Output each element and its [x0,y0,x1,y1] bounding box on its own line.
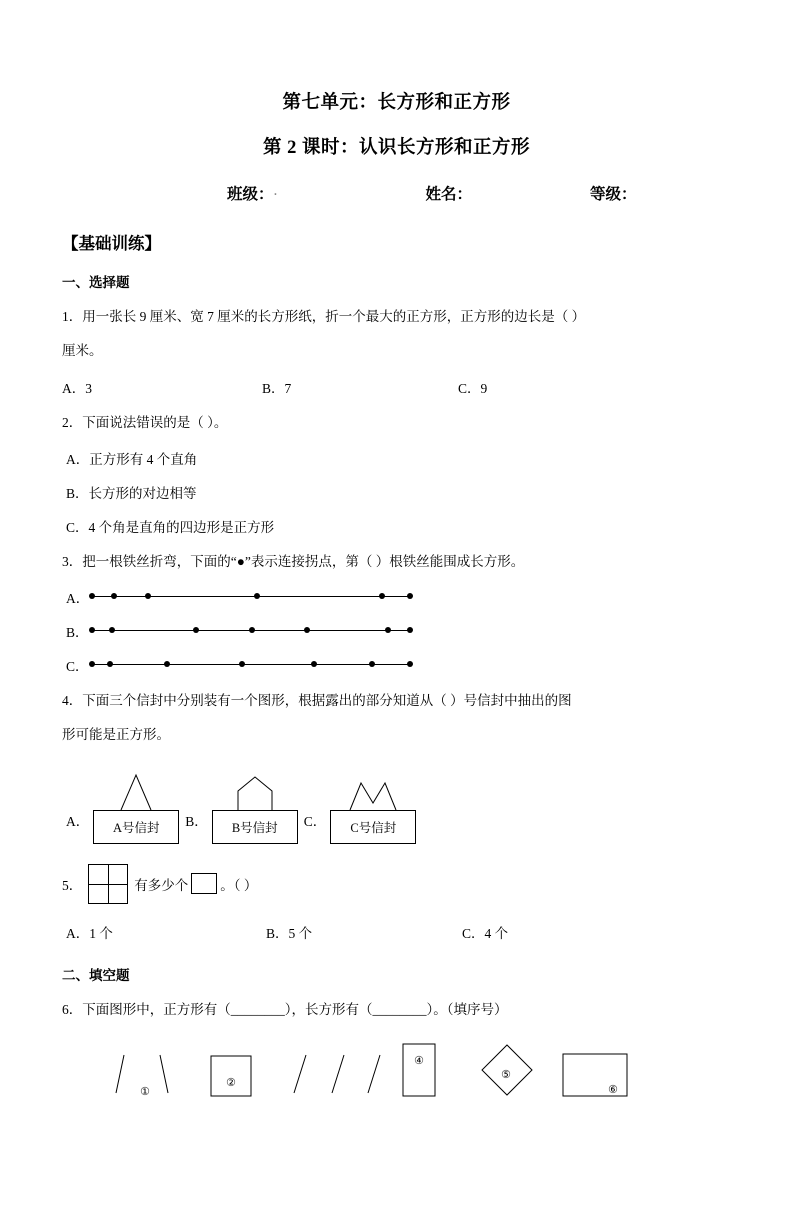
worksheet-page [0,88,793,1104]
figure-6-number: ⑥ [608,1083,618,1097]
four-cell-grid-icon [88,864,128,904]
wire-point [111,593,117,599]
envelope-a[interactable] [93,762,179,844]
part-two-heading: 二、填空题 [62,967,130,983]
q3-wire-a [92,590,410,604]
page-title: 第七单元：长方形和正方形 [282,93,511,113]
q2-option-b[interactable]: B．长方形的对边相等 [66,485,197,501]
small-square-icon [191,873,217,894]
wire-point [107,661,113,667]
section-basic-training: 【基础训练】 [62,234,161,253]
figure-6 [562,1053,628,1102]
page-subtitle: 第 2 课时：认识长方形和正方形 [262,138,530,158]
q3-label-b: B． [66,624,89,640]
q1-option-c[interactable]: C．9 [458,380,488,396]
envelope-b[interactable] [212,762,298,844]
class-label: 班级： [227,186,274,203]
q2-option-a[interactable]: A．正方形有 4 个直角 [66,451,198,467]
question-6-text: 6．下面图形中，正方形有（________），长方形有（________）。（填序号） [62,1001,508,1017]
part-one-heading: 一、选择题 [62,275,130,290]
class-blank[interactable]: . [273,182,278,199]
figure-1 [114,1053,172,1102]
q5-option-a[interactable]: A．1 个 [66,925,113,941]
question-5-options [62,922,731,942]
envelope-a-caption: A号信封 [93,810,179,844]
q5-option-b[interactable]: B．5 个 [266,925,313,941]
q2-option-c[interactable]: C．4 个角是直角的四边形是正方形 [66,519,275,535]
wire-point [109,627,115,633]
figure-2 [210,1055,252,1102]
q4-label-a: A． [66,813,90,829]
wire-point [407,661,413,667]
triangle-icon [93,761,179,811]
q4-label-b: B． [185,813,208,829]
q3-row-c[interactable] [62,655,731,675]
name-blank[interactable] [472,182,590,204]
pentagon-icon [212,761,298,811]
rect-wide-icon [562,1053,628,1097]
q1-option-a[interactable]: A．3 [62,380,92,396]
wire-point [193,627,199,633]
q3-wire-c [92,658,410,672]
q3-row-b[interactable] [62,621,731,641]
q5-suffix: 。（ ） [220,877,258,893]
q5-option-c[interactable]: C．4 个 [462,925,509,941]
envelope-c[interactable] [330,762,416,844]
question-1-text: 1．用一张长 9 厘米、宽 7 厘米的长方形纸，折一个最大的正方形，正方形的边长是（ ） [62,309,586,324]
figure-3 [292,1053,382,1102]
figure-5 [480,1043,534,1102]
envelope-c-caption: C号信封 [330,810,416,844]
wire-point [254,593,260,599]
wire-point [239,661,245,667]
figure-1-number: ① [140,1085,150,1099]
q3-label-c: C． [66,658,89,674]
figure-5-number: ⑤ [501,1068,511,1082]
question-1-text-cont: 厘米。 [62,342,103,358]
wire-point [89,661,95,667]
question-1-options [62,377,731,397]
wire-point [379,593,385,599]
q4-envelopes [62,762,731,844]
q5-prefix: 5． [62,877,83,893]
question-3-text: 3．把一根铁丝折弯，下面的“●”表示连接拐点，第（ ）根铁丝能围成长方形。 [62,553,525,569]
grade-label: 等级： [590,186,637,203]
wire-point [385,627,391,633]
wire-point [89,627,95,633]
wire-point [145,593,151,599]
q5-middle: 有多少个 [134,877,189,893]
question-4-text: 4．下面三个信封中分别装有一个图形，根据露出的部分知道从（ ）号信封中抽出的图 [62,692,572,708]
question-4-text-cont: 形可能是正方形。 [62,726,170,742]
wire-point [249,627,255,633]
figure-4-number: ④ [414,1054,424,1068]
q3-row-a[interactable] [62,587,731,607]
wire-point [369,661,375,667]
q6-figures [62,1042,731,1104]
figure-2-number: ② [226,1076,236,1090]
parallelogram-wide-icon [292,1053,382,1097]
question-2-text: 2．下面说法错误的是（ ）。 [62,414,228,430]
wire-point [407,627,413,633]
wire-point [407,593,413,599]
name-label: 姓名： [425,186,473,203]
q3-wire-b [92,624,410,638]
rect-tall-icon [402,1043,436,1097]
student-info-row [62,182,731,204]
double-peak-icon [330,761,416,811]
q4-label-c: C． [303,813,327,829]
figure-4 [402,1043,436,1102]
question-5-row [62,864,731,904]
q1-option-b[interactable]: B．7 [262,380,292,396]
wire-point [89,593,95,599]
wire-point [311,661,317,667]
wire-point [164,661,170,667]
envelope-b-caption: B号信封 [212,810,298,844]
q3-label-a: A． [66,590,90,606]
wire-point [304,627,310,633]
